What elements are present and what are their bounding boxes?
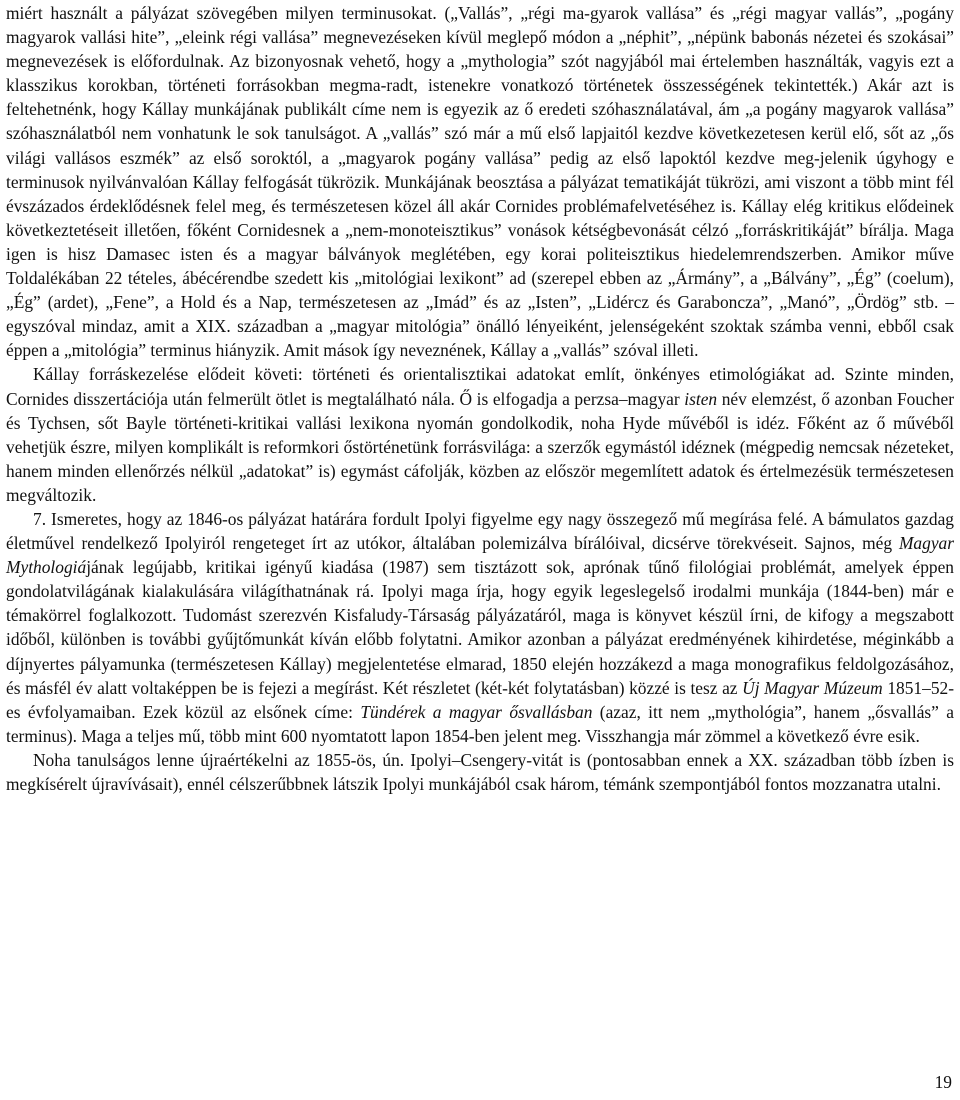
text-run: név elemzést, ő azonban Foucher és Tychsen, sőt Bayle történeti-kritikai vallási lexikona nyomán gondolkodik, noha Hyde művéből is idéz. Főként az ő művéből vehetjük észre, milyen komplikált is reformkori őstörténetünk forrásvilága: a szerzők egymástól idéznek (mégpedig nemcsak nézeteket, hanem minden ellenőrzés nélkül „adatokat” is) egymást cáfolják, közben az először megemlített adatok és értelmezésük természetesen megváltozik. xyxy=(6,388,954,505)
text-run: 7. Ismeretes, hogy az 1846-os pályázat határára fordult Ipolyi figyelme egy nagy összegező mű megírása felé. A bámulatos gazdag életművel rendelkező Ipolyiról rengeteget írt az utókor, általában polemizálva bírálóival, dicsérve törekvéseit. Sajnos, még xyxy=(6,508,954,554)
italic-text-run: Tündérek a magyar ősvallásban xyxy=(360,701,593,722)
text-run: miért használt a pályázat szövegében milyen terminusokat. („Vallás”, „régi ma-gyarok vallása” és „régi magyar vallás”, „pogány magyarok vallási hite”, „eleink régi vallása” megnevezéseken kívül meglepő módon a „néphit”, „népünk babonás nézetei és szokásai” megnevezések is előfordulnak. Az bizonyosnak vehető, hogy a „mythologia” szót nagyjából mai értelemben használták, vagyis ezt a klasszikus korokban, történeti forrásokban megma-radt, istenekre vonatkozó történetek összességének tekintették.) Akár azt is feltehetnénk, hogy Kállay munkájának publikált címe nem is egyezik az ő eredeti szóhasználatával, ám „a pogány magyarok vallása” szóhasználatból nem vonhatunk le sok tanulságot. A „vallás” szó már a mű első lapjaitól kezdve következetesen kerül elő, sőt az „ős világi vallásos eszmék” az első soroktól, a „magyarok pogány vallása” pedig az első lapoktól kezdve meg-jelenik úgyhogy e terminusok nyilvánvalóan Kállay felfogását tükrözik. Munkájának beosztása a pályázat tematikáját tükrözi, ami viszont a több mint fél évszázados érdeklődésnek felel meg, és természetesen közel áll akár Cornides problémafelvetéséhez is. Kállay elég kritikus elődeinek következtetéseit illetően, főként Cornidesnek a „nem-monoteisztikus” vonások kétségbevonását célzó „forráskritikáját” bírálja. Maga igen is hisz Damasec isten és a magyar bálványok meglétében, egy korai politeisztikus hiedelemrendszerben. Amikor műve Toldalékában 22 tételes, ábécérendbe szedett kis „mitológiai lexikont” ad (szerepel ebben az „Ármány”, a „Bálvány”, „Ég” (coelum), „Ég” (ardet), „Fene”, a Hold és a Nap, természetesen az „Imád” és az „Isten”, „Lidércz és Garaboncza”, „Manó”, „Ördög” stb. – egyszóval mindaz, amit a XIX. században a „magyar mitológia” önálló lényeiként, jelenségeként szoktak számba venni, ebből csak éppen a „mitológia” terminus hiányzik. Amit mások így neveznének, Kállay a „vallás” szóval illeti. xyxy=(6,3,954,361)
text-run: Kállay forráskezelése elődeit követi: történeti és orientalisztikai adatokat említ, önkényes etimológiákat ad. Szinte minden, Cornides disszertációja után felmerült ötlet is megtalálható nála. Ő is elfogadja a perzsa–magyar xyxy=(6,364,954,409)
paragraph-2 xyxy=(6,362,954,507)
text-run: (azaz, itt nem „mythológia”, hanem „ősvallás” a terminus). Maga a teljes mű, több mint 600 nyomtatott lapon 1854-ben jelent meg. Visszhangja már zömmel a következő évre esik. xyxy=(6,701,954,746)
text-run: 1851–52-es évfolyamaiban. Ezek közül az elsőnek címe: xyxy=(6,677,954,722)
text-run: Noha tanulságos lenne újraértékelni az 1855-ös, ún. Ipolyi–Csengery-vitát is (pontosabban ennek a XX. században több ízben is megkísérelt újravívásait), ennél célszerűbbnek látszik Ipolyi munkájából csak három, témánk szempontjából fontos mozzanatra utalni. xyxy=(6,749,954,794)
italic-text-run: Új Magyar Múzeum xyxy=(742,677,883,698)
italic-text-run: isten xyxy=(684,388,718,409)
text-run: jának legújabb, kritikai igényű kiadása (1987) sem tisztázott sok, aprónak tűnő filológiai problémát, amelyek éppen gondolatvilágának kialakulására világíthatnának rá. Ipolyi maga írja, hogy egyik legeslegelső irodalmi munkája (1844-ben) már e témakörrel foglalkozott. Tudomást szerezvén Kisfaludy-Társaság pályázatáról, maga is könyvet készül írni, de kifogy a megszabott időből, különben is további gyűjtőmunkát kíván előbb folytatni. Amikor azonban a pályázat eredményének kihirdetése, méginkább a díjnyertes pályamunka (természetesen Kállay) megjelentetése elmarad, 1850 elején hozzákezd a maga monografikus feldolgozásához, és másfél év alatt voltaképpen be is fejezi a megírást. Két részletet (két-két folytatásban) közzé is tesz az xyxy=(6,557,954,698)
page-number: 19 xyxy=(934,1071,952,1092)
paragraph-1 xyxy=(6,1,954,362)
paragraph-3 xyxy=(6,507,954,748)
body-text xyxy=(6,1,954,796)
italic-text-run: Magyar Mythologiá xyxy=(6,533,954,578)
paragraph-4 xyxy=(6,748,954,796)
